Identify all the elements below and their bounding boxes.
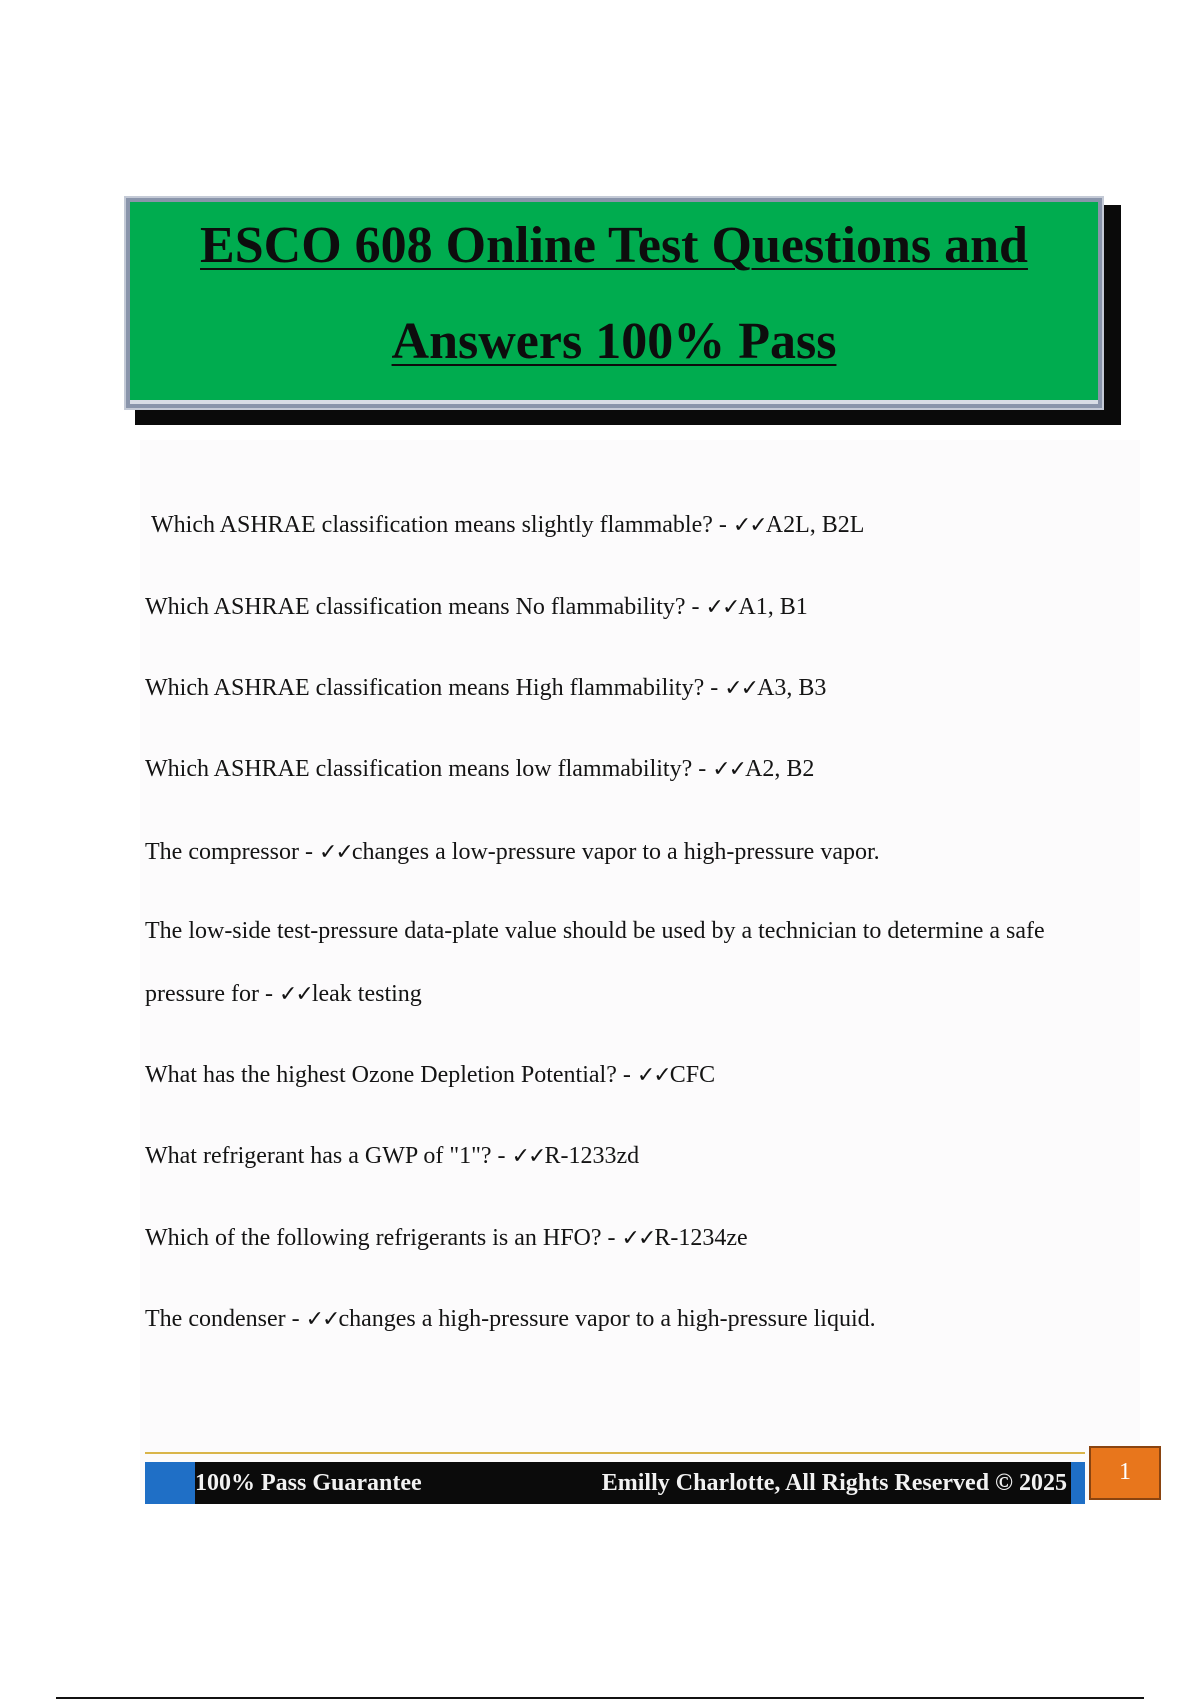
question-text: Which ASHRAE classification means slightly flammable? - xyxy=(151,512,733,538)
title-line-1: ESCO 608 Online Test Questions and xyxy=(200,217,1028,274)
answer-text: A2, B2 xyxy=(745,756,815,782)
footer-rule xyxy=(145,1452,1085,1454)
qa-item-4 xyxy=(145,754,1105,785)
title-line-2: Answers 100% Pass xyxy=(391,313,837,370)
footer-copyright-text: Emilly Charlotte, All Rights Reserved © 2025 xyxy=(601,1470,1067,1496)
answer-text: R-1234ze xyxy=(654,1225,748,1251)
qa-item-5 xyxy=(145,837,1105,868)
question-text: The condenser - xyxy=(145,1306,306,1332)
qa-item-9 xyxy=(145,1223,1105,1254)
check-mark-icon: ✓✓ xyxy=(511,1144,545,1169)
answer-text: leak testing xyxy=(311,981,422,1007)
question-text: Which ASHRAE classification means High flammability? - xyxy=(145,675,725,701)
qa-item-8 xyxy=(145,1141,1105,1172)
bottom-rule xyxy=(56,1697,1144,1699)
answer-text: A1, B1 xyxy=(738,594,808,620)
qa-item-3 xyxy=(145,673,1105,704)
answer-text: changes a high-pressure vapor to a high-pressure liquid. xyxy=(338,1306,876,1332)
qa-item-7 xyxy=(145,1060,1105,1091)
question-text: What has the highest Ozone Depletion Potential? - xyxy=(145,1062,637,1088)
question-text: The low-side test-pressure data-plate value should be used by a technician to determine a safe pressure for - xyxy=(145,918,1045,1007)
check-mark-icon: ✓✓ xyxy=(712,757,746,782)
check-mark-icon: ✓✓ xyxy=(278,982,312,1007)
question-text: Which ASHRAE classification means No flammability? - xyxy=(145,594,706,620)
qa-item-6 xyxy=(145,900,1105,1026)
check-mark-icon: ✓✓ xyxy=(732,513,766,538)
check-mark-icon: ✓✓ xyxy=(705,595,739,620)
footer-accent-left xyxy=(145,1462,195,1504)
question-text: What refrigerant has a GWP of "1"? - xyxy=(145,1143,512,1169)
footer-guarantee-text: 100% Pass Guarantee xyxy=(195,1470,422,1496)
question-text: Which of the following refrigerants is an HFO? - xyxy=(145,1225,622,1251)
answer-text: R-1233zd xyxy=(544,1143,640,1169)
check-mark-icon: ✓✓ xyxy=(636,1063,670,1088)
check-mark-icon: ✓✓ xyxy=(305,1307,339,1332)
footer-accent-right xyxy=(1071,1462,1085,1504)
check-mark-icon: ✓✓ xyxy=(724,676,758,701)
qa-item-10 xyxy=(145,1304,1105,1335)
page-number-badge: 1 xyxy=(1089,1446,1161,1500)
qa-item-2 xyxy=(145,592,1105,623)
banner-inner-line xyxy=(130,400,1098,404)
qa-item-1 xyxy=(151,510,1111,541)
question-text: Which ASHRAE classification means low flammability? - xyxy=(145,756,713,782)
answer-text: A3, B3 xyxy=(757,675,827,701)
answer-text: changes a low-pressure vapor to a high-pressure vapor. xyxy=(351,839,880,865)
footer-bar xyxy=(145,1462,1085,1504)
check-mark-icon: ✓✓ xyxy=(318,840,352,865)
answer-text: A2L, B2L xyxy=(765,512,865,538)
title-banner xyxy=(124,196,1104,410)
check-mark-icon: ✓✓ xyxy=(621,1226,655,1251)
question-text: The compressor - xyxy=(145,839,319,865)
answer-text: CFC xyxy=(669,1062,716,1088)
